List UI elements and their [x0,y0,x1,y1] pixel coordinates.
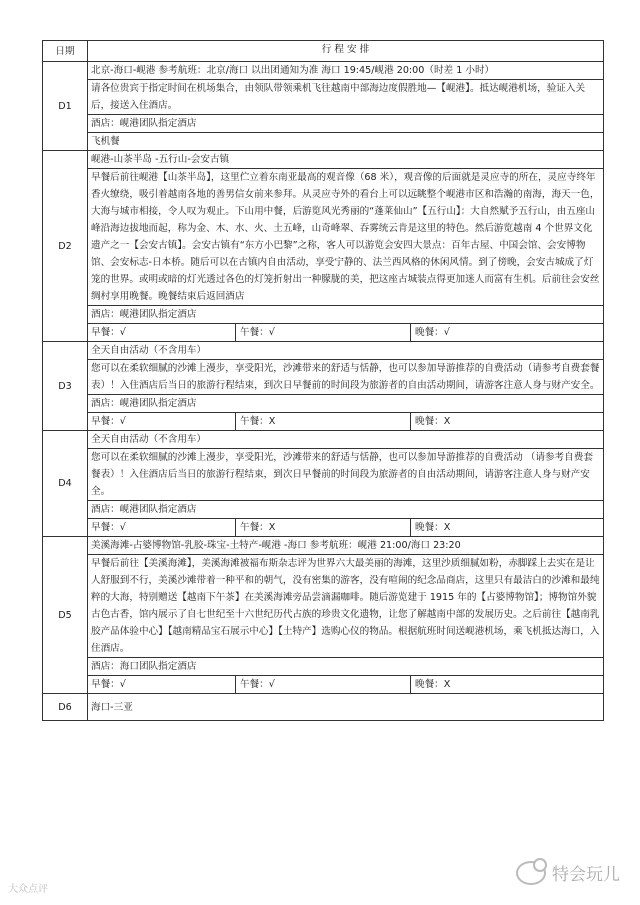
day-row [43,342,604,360]
day-hotel: 酒店：岘港团队指定酒店 [88,395,604,413]
breakfast: 早餐：√ [91,519,236,536]
day-description: 您可以在柔软细腻的沙滩上漫步，享受阳光，沙滩带来的舒适与恬静，也可以参加导游推荐的自费活动 （请参考自费套餐表）！入住酒店后当日的旅游行程结束，到次日早餐前的时间段为旅游者的自由活动期间，请游客注意人身与财产安全。 [88,449,604,501]
day-row [43,537,604,555]
day-route: 北京-海口-岘港 参考航班：北京/海口 以出团通知为准 海口 19:45/岘港 20:00（时差 1 小时） [88,62,604,80]
dinner: 晚餐：X [415,522,451,533]
day-description: 早餐后前往岘港【山茶半岛】，这里伫立着东南亚最高的观音像（68 米），观音像的后面就是灵应寺的所在，灵应寺终年香火缭绕，吸引着越南各地的善男信女前来参拜。从灵应寺外的看台上可以远眺整个岘港市区和浩瀚的南海，海天一色，大海与城市相接，令人叹为观止。下山用中餐，后游览风光秀丽的“蓬莱仙山”【五行山】：大自然赋予五行山，由五座山峰沿海边拔地而起，称为金、木、水、火、土五峰，山奇峰翠、吞雾统云肯是这里的特色。然后游览越南 4 个世界文化遗产之一【会安古镇】。会安古镇有“东方小巴黎”之称，客人可以游览会安四大景点：百年古屋、中国会馆、会安博物馆、会安标志-日本桥。随后可以在古镇内自由活动，享受宁静的、法兰西风格的休闲风情。到了傍晚，会安古城成了灯笼的世界。或明或暗的灯光透过各色的灯笼折射出一种朦胧的美，把这座古城装点得更加迷人而富有生机。后前往会安丝绸村享用晚餐。晚餐结束后返回酒店 [88,169,604,306]
day-label: D3 [43,342,88,431]
day-meals: 飞机餐 [88,133,604,151]
day-row [43,431,604,449]
lunch: 午餐：√ [240,676,411,693]
day-route: 海口-三亚 [88,694,604,721]
day-label: D6 [43,694,88,721]
day-meals [88,519,604,537]
day-route: 美溪海滩-占婆博物馆-乳胶-珠宝-土特产-岘港 -海口 参考航班：岘港 21:00/海口 23:20 [88,537,604,555]
lunch: 午餐：√ [240,324,411,341]
breakfast: 早餐：√ [91,324,236,341]
day-hotel: 酒店：岘港团队指定酒店 [88,115,604,133]
watermark-right-text: 特会玩儿 [552,865,620,885]
day-row [43,694,604,721]
table-header-row [43,41,604,62]
breakfast: 早餐：√ [91,676,236,693]
header-date: 日期 [43,41,88,62]
header-plan: 行 程 安 排 [88,41,604,62]
dinner: 晚餐：X [415,679,451,690]
day-route: 全天自由活动（不含用车） [88,342,604,360]
day-label: D4 [43,431,88,537]
day-description: 请各位贵宾于指定时间在机场集合，由领队带领乘机飞往越南中部海边度假胜地—【岘港】。抵达岘港机场，验证入关后，接送入住酒店。 [88,80,604,115]
itinerary-table [42,40,604,721]
day-meals [88,324,604,342]
day-meals [88,413,604,431]
day-route: 岘港-山茶半岛 -五行山-会安古镇 [88,151,604,169]
day-description: 您可以在柔软细腻的沙滩上漫步，享受阳光，沙滩带来的舒适与恬静，也可以参加导游推荐的自费活动（请参考自费套餐表）！入住酒店后当日的旅游行程结束，到次日早餐前的时间段为旅游者的自由活动期间，请游客注意人身与财产安全。 [88,360,604,395]
watermark-right [516,860,620,885]
day-label: D2 [43,151,88,342]
day-hotel: 酒店：海口团队指定酒店 [88,658,604,676]
dinner: 晚餐：X [415,416,451,427]
day-label: D1 [43,62,88,151]
day-row [43,151,604,169]
day-route: 全天自由活动（不含用车） [88,431,604,449]
breakfast: 早餐：√ [91,413,236,430]
day-label: D5 [43,537,88,694]
day-meals [88,676,604,694]
watermark-left: 大众点评 [8,884,48,895]
day-row [43,62,604,80]
lunch: 午餐：X [240,519,411,536]
day-description: 早餐后前往【美溪海滩】，美溪海滩被福布斯杂志评为世界六大最美丽的海滩，这里沙质细腻如粉，赤脚踩上去实在是让人舒服到不行，美溪沙滩带着一种平和的朝气，没有密集的游客，没有喧闹的纪念品商店，这里只有最洁白的沙滩和最纯粹的大海，特别赠送【越南下午茶】在美溪海滩旁品尝滴漏咖啡。随后游览建于 1915 年的【占婆博物馆】；博物馆外貌古色古香，馆内展示了自七世纪至十六世纪历代占族的珍贵文化遗物，让您了解越南中部的发展历史。之后前往【越南乳胶产品体验中心】【越南精品宝石展示中心】【土特产】选购心仪的物品。根据航班时间送岘港机场，乘飞机抵达海口，入住酒店。 [88,555,604,658]
day-hotel: 酒店：岘港团队指定酒店 [88,501,604,519]
lunch: 午餐：X [240,413,411,430]
dinner: 晚餐：√ [415,327,450,338]
wechat-icon [516,861,546,885]
day-hotel: 酒店：岘港团队指定酒店 [88,306,604,324]
